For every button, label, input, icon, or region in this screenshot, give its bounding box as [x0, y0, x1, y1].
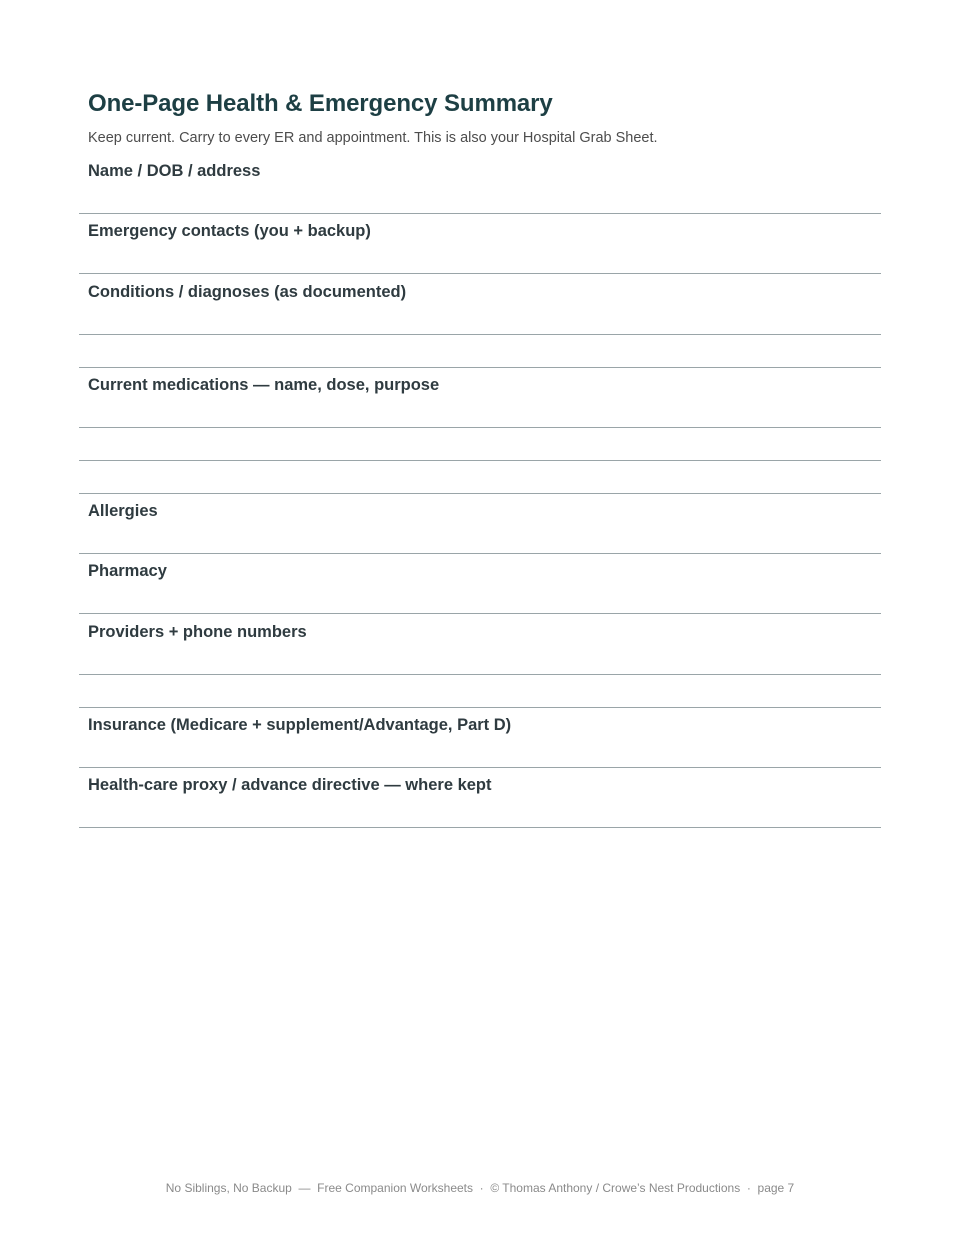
field-label-insurance: Insurance (Medicare + supplement/Advantage, Part D) — [88, 716, 512, 734]
field-label-name-dob-address: Name / DOB / address — [88, 162, 261, 180]
write-line-proxy[interactable] — [79, 827, 881, 828]
write-line-medications-2[interactable] — [79, 460, 881, 461]
write-line-name-dob-address[interactable] — [79, 213, 881, 214]
field-label-emergency-contacts: Emergency contacts (you + backup) — [88, 222, 371, 240]
write-line-emergency-contacts[interactable] — [79, 273, 881, 274]
write-line-medications-1[interactable] — [79, 427, 881, 428]
write-line-allergies[interactable] — [79, 553, 881, 554]
page-title: One-Page Health & Emergency Summary — [88, 90, 553, 117]
field-label-providers: Providers + phone numbers — [88, 623, 307, 641]
write-line-medications-3[interactable] — [79, 493, 881, 494]
field-label-pharmacy: Pharmacy — [88, 562, 167, 580]
write-line-insurance[interactable] — [79, 767, 881, 768]
write-line-providers-2[interactable] — [79, 707, 881, 708]
write-line-pharmacy[interactable] — [79, 613, 881, 614]
write-line-conditions-2[interactable] — [79, 367, 881, 368]
page-footer: No Siblings, No Backup — Free Companion Worksheets · © Thomas Anthony / Crowe’s Nest Productions · page 7 — [165, 1181, 795, 1195]
write-line-conditions-1[interactable] — [79, 334, 881, 335]
write-line-providers-1[interactable] — [79, 674, 881, 675]
page-subtitle: Keep current. Carry to every ER and appointment. This is also your Hospital Grab Sheet. — [88, 130, 658, 146]
field-label-medications: Current medications — name, dose, purpose — [88, 376, 440, 394]
field-label-conditions: Conditions / diagnoses (as documented) — [88, 283, 407, 301]
field-label-allergies: Allergies — [88, 502, 158, 520]
field-label-proxy: Health-care proxy / advance directive — where kept — [88, 776, 492, 794]
